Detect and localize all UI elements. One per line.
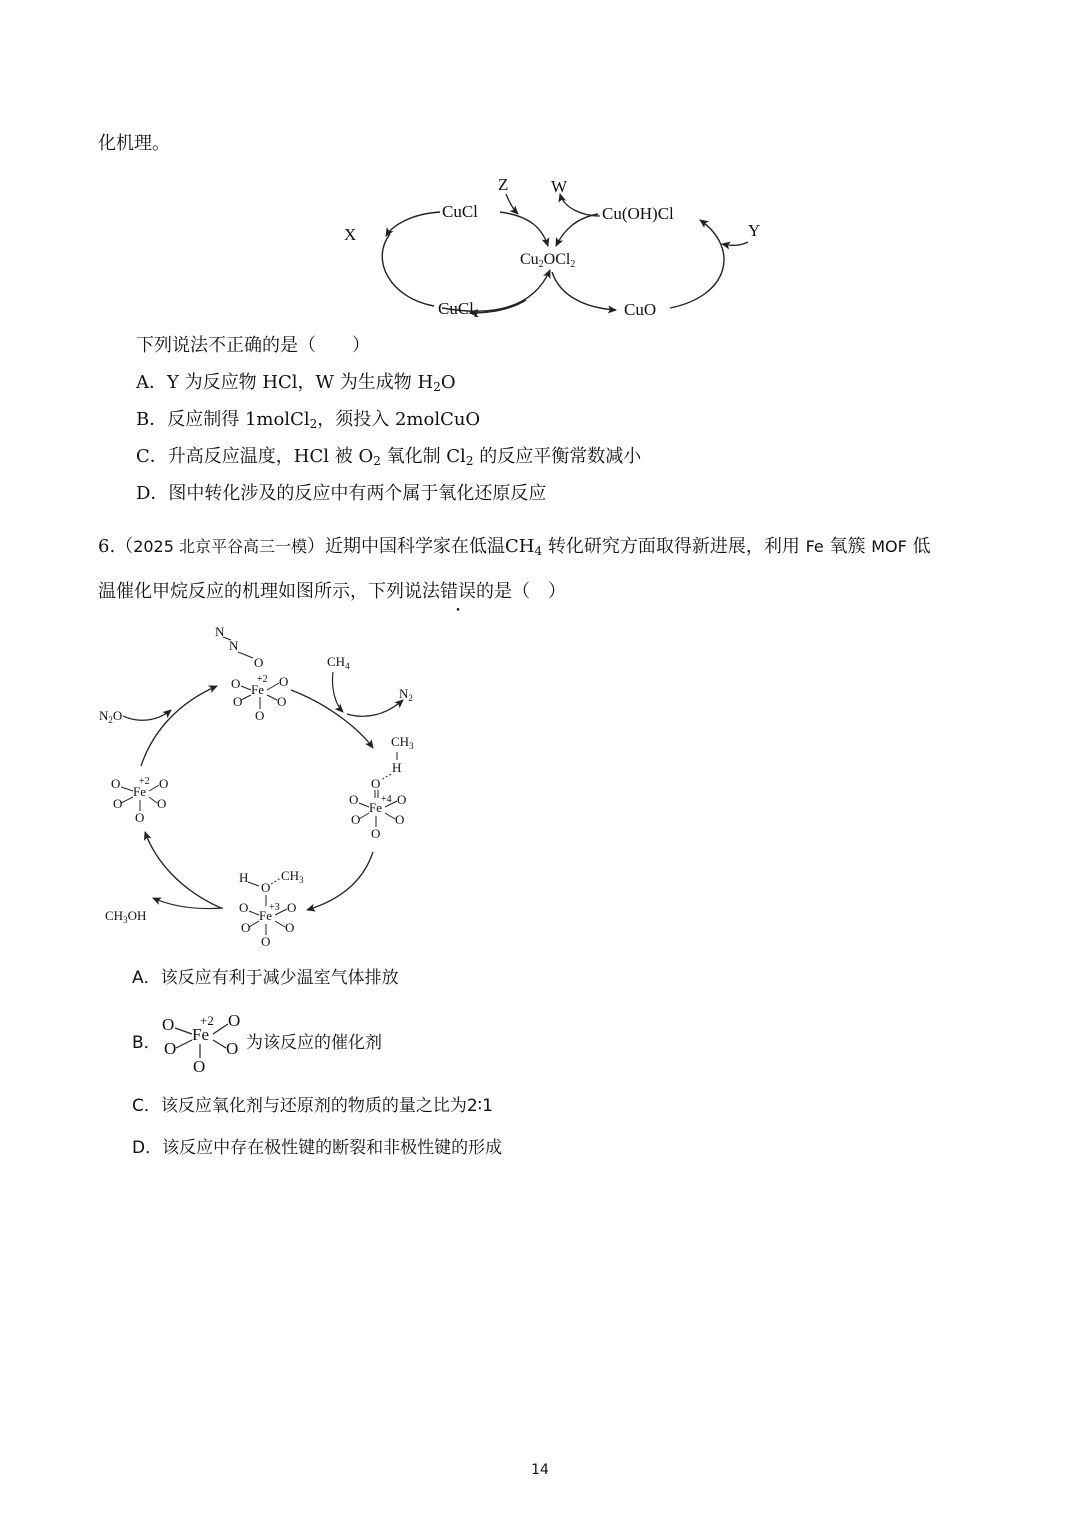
label-cu2ocl2: Cu2OCl2 [520, 251, 576, 270]
svg-text:O: O [397, 792, 407, 807]
svg-text:Fe: Fe [192, 1025, 209, 1044]
q6-option-a: A．该反应有利于减少温室气体排放 [132, 968, 399, 988]
left-loop-top-arc [386, 212, 440, 236]
svg-text:O: O [349, 792, 359, 807]
fe-catalyst-structure [158, 1008, 250, 1076]
label-n2o: $N_2O$ [99, 708, 123, 725]
svg-text:Fe: Fe [251, 682, 264, 697]
q6-option-b-text: 为该反应的催化剂 [246, 1033, 382, 1053]
svg-text:+3: +3 [269, 902, 280, 913]
svg-text:+2: +2 [200, 1013, 214, 1028]
svg-text:O: O [239, 900, 249, 915]
label-cuo: CuO [624, 300, 657, 319]
svg-text:O: O [261, 880, 271, 895]
svg-text:O: O [254, 655, 264, 670]
svg-text:N: N [229, 638, 239, 653]
n2-out-arrow [347, 700, 403, 716]
copper-cycle-diagram [330, 168, 770, 328]
ch3oh-out-arrow [153, 898, 223, 909]
label-w: W [551, 177, 568, 196]
page-number: 14 [531, 1462, 549, 1478]
emphasis-dots: 错误 [440, 581, 476, 602]
n2o-in-arrow [123, 710, 171, 720]
svg-text:H: H [239, 870, 249, 885]
z-arrow [506, 194, 518, 214]
cu2ocl2-to-cuo-arc [552, 272, 616, 310]
cuo-to-cuohcl-arc [670, 220, 724, 308]
svg-text:CH3: $CH_3$ [391, 734, 414, 751]
complex-bottom [239, 868, 304, 949]
q5-option-a: A．Y 为反应物 HCl，W 为生成物 $H_2O$ [136, 372, 456, 394]
label-cucl2: CuCl2 [438, 299, 479, 320]
svg-text:O: O [226, 1039, 239, 1058]
svg-text:N: N [215, 624, 225, 639]
svg-text:O: O [371, 826, 381, 841]
left-loop-lower-arc [382, 234, 434, 306]
w-arrow [560, 194, 600, 216]
y-arrow [722, 242, 748, 245]
svg-text:+2: +2 [257, 674, 268, 685]
svg-text:O: O [287, 900, 297, 915]
q5-stem: 下列说法不正确的是（ ） [136, 335, 370, 356]
q5-option-c: C．升高反应温度，HCl 被 $O_2$ 氧化制 $Cl_2$ 的反应平衡常数减小 [136, 446, 642, 468]
q5-option-d: D．图中转化涉及的反应中有两个属于氧化还原反应 [136, 483, 547, 504]
svg-text:O: O [261, 934, 271, 949]
svg-text:O: O [255, 708, 265, 723]
cuohcl-to-cu2ocl2-arc [556, 214, 598, 246]
ch4-in-arrow [332, 672, 343, 712]
svg-text:O: O [159, 776, 169, 791]
intro-line: 化机理。 [98, 133, 170, 154]
svg-text:O: O [231, 676, 241, 691]
svg-text:O: O [279, 674, 289, 689]
cycle-arc-top-right [291, 690, 373, 748]
svg-text:+4: +4 [381, 794, 392, 805]
svg-text:O: O [164, 1039, 177, 1058]
svg-text:O: O [111, 776, 121, 791]
cucl-to-cu2ocl2-arc [500, 212, 548, 246]
cycle-arc-right-bottom [307, 852, 373, 910]
svg-text:O: O [113, 796, 123, 811]
cycle-arc-bottom-left [145, 832, 221, 908]
label-cuohcl: Cu(OH)Cl [602, 204, 674, 223]
svg-text:O: O [135, 810, 145, 825]
svg-text:O: O [285, 920, 295, 935]
svg-text:CH3: $CH_3$ [281, 868, 304, 885]
label-x: X [344, 225, 357, 244]
label-y: Y [748, 221, 761, 240]
svg-text:+2: +2 [139, 776, 150, 787]
svg-text:O: O [351, 812, 361, 827]
svg-text:Fe: Fe [133, 784, 146, 799]
svg-text:O: O [228, 1011, 241, 1030]
svg-text:O: O [277, 694, 287, 709]
q6-option-b-letter: B． [132, 1033, 161, 1053]
complex-right [349, 734, 414, 841]
complex-top [215, 624, 288, 723]
svg-text:O: O [162, 1015, 175, 1034]
q5-option-b: B．反应制得 1molCl$_2$，须投入 2molCuO [136, 409, 481, 431]
svg-text:O: O [395, 812, 405, 827]
label-cucl: CuCl [442, 202, 478, 221]
svg-text:O: O [241, 920, 251, 935]
q6-stem-line1: 6.（2025 北京平谷高三一模）近期中国科学家在低温$CH_4$ 转化研究方面取得新进展，利用 Fe 氧簇 MOF 低 [98, 536, 931, 558]
q6-stem-line2: 温催化甲烷反应的机理如图所示，下列说法错误的是（ ） [98, 581, 566, 602]
complex-left [111, 776, 168, 825]
label-ch4: $CH_4$ [327, 654, 350, 671]
svg-text:O: O [193, 1057, 206, 1076]
label-n2: $N_2$ [399, 686, 413, 703]
svg-text:O: O [157, 796, 167, 811]
cycle-arc-left-top [141, 686, 217, 766]
svg-text:O: O [233, 694, 243, 709]
q6-option-c: C．该反应氧化剂与还原剂的物质的量之比为2∶1 [132, 1096, 493, 1116]
fe-mof-cycle-diagram [95, 620, 435, 950]
svg-text:O: O [371, 776, 381, 791]
label-z: Z [498, 175, 509, 194]
svg-text:Fe: Fe [369, 800, 382, 815]
svg-text:Fe: Fe [259, 908, 272, 923]
label-ch3oh: $CH_3OH$ [105, 908, 147, 925]
q6-option-d: D．该反应中存在极性键的断裂和非极性键的形成 [132, 1138, 503, 1158]
svg-text:H: H [392, 760, 402, 775]
